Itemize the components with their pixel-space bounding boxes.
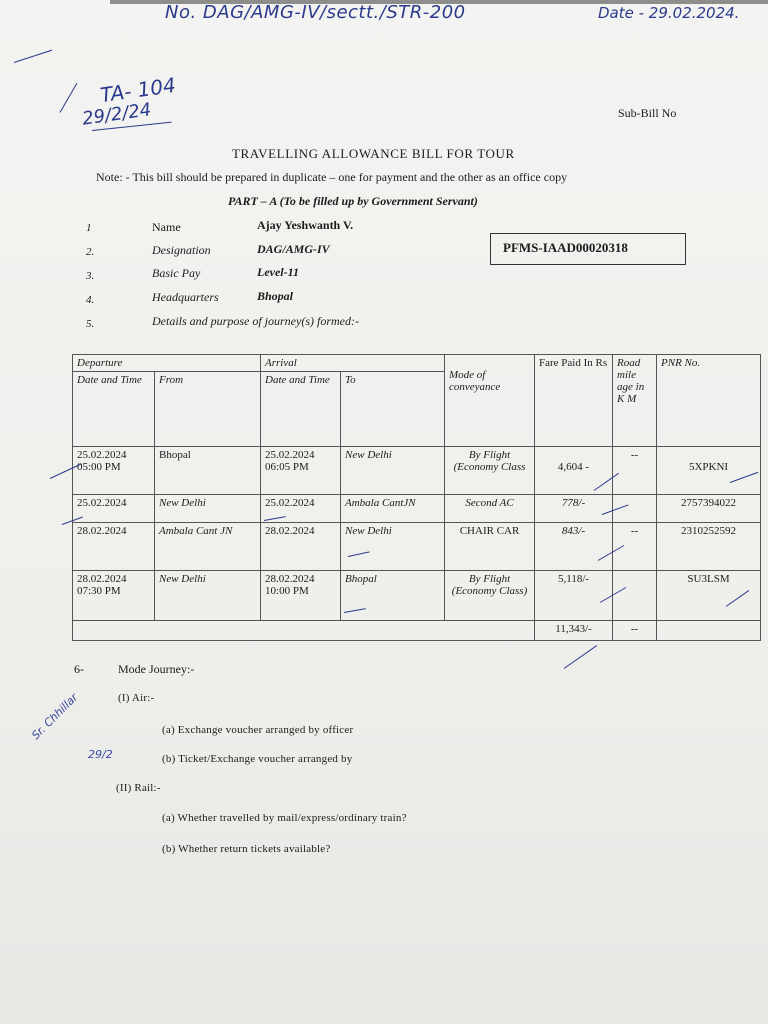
field-number: 1 bbox=[86, 222, 92, 234]
to-header: To bbox=[341, 372, 445, 447]
field-label-name: Name bbox=[152, 220, 181, 234]
pen-stroke bbox=[60, 83, 78, 113]
air-option-a: (a) Exchange voucher arranged by officer bbox=[162, 724, 354, 736]
fare-cell: 5,118/- bbox=[535, 571, 613, 621]
road-mileage-header: Road mile age in K M bbox=[613, 355, 657, 447]
table-row bbox=[73, 571, 761, 621]
dep-datetime-cell: 28.02.2024 07:30 PM bbox=[73, 571, 155, 621]
dep-datetime-cell: 25.02.2024 05:00 PM bbox=[73, 447, 155, 495]
pnr-header: PNR No. bbox=[657, 355, 761, 447]
field-value-basic-pay: Level-11 bbox=[257, 265, 299, 279]
field-number: 4. bbox=[86, 294, 95, 306]
field-number: 3. bbox=[86, 270, 95, 282]
mode-cell: By Flight (Economy Class) bbox=[445, 571, 535, 621]
field-label-headquarters: Headquarters bbox=[152, 290, 219, 304]
arr-datetime-cell: 28.02.2024 bbox=[261, 523, 341, 571]
dep-datetime-cell: 25.02.2024 bbox=[73, 495, 155, 523]
table-row bbox=[73, 447, 761, 495]
field-value-designation: DAG/AMG-IV bbox=[257, 242, 330, 256]
pnr-cell: 2310252592 bbox=[657, 523, 761, 571]
mode-cell: By Flight (Economy Class bbox=[445, 447, 535, 495]
handwritten-initials-date: 29/2 bbox=[88, 748, 113, 761]
field-label-designation: Designation bbox=[152, 243, 211, 257]
table-row bbox=[73, 523, 761, 571]
handwritten-ta-date: 29/2/24 bbox=[80, 99, 153, 130]
handwritten-reference-no: No. DAG/AMG-IV/sectt./STR-200 bbox=[165, 2, 466, 23]
departure-group-header: Departure bbox=[73, 355, 261, 372]
mode-cell: Second AC bbox=[445, 495, 535, 523]
section-6-number: 6- bbox=[74, 662, 84, 676]
dep-datetime-cell: 28.02.2024 bbox=[73, 523, 155, 571]
handwritten-initials: Sr. Chhillar bbox=[29, 690, 81, 743]
field-number: 2. bbox=[86, 246, 95, 258]
road-cell: -- bbox=[613, 523, 657, 571]
total-blank-cell bbox=[73, 621, 535, 641]
dep-datetime-header: Date and Time bbox=[73, 372, 155, 447]
mode-cell: CHAIR CAR bbox=[445, 523, 535, 571]
from-cell: Ambala Cant JN bbox=[155, 523, 261, 571]
pnr-cell: 2757394022 bbox=[657, 495, 761, 523]
air-heading: (I) Air:- bbox=[118, 692, 155, 704]
mode-header: Mode of conveyance bbox=[445, 355, 535, 447]
pfms-code-box: PFMS-IAAD00020318 bbox=[490, 233, 686, 265]
field-value-name: Ajay Yeshwanth V. bbox=[257, 218, 354, 232]
journey-table bbox=[72, 354, 761, 641]
rail-option-a: (a) Whether travelled by mail/express/ordinary train? bbox=[162, 812, 407, 824]
field-label-basic-pay: Basic Pay bbox=[152, 266, 201, 280]
pen-stroke bbox=[14, 50, 52, 63]
pnr-cell: 5XPKNI bbox=[657, 447, 761, 495]
field-number: 5. bbox=[86, 318, 95, 330]
sub-bill-label: Sub-Bill No bbox=[618, 106, 677, 120]
arr-datetime-cell: 25.02.2024 bbox=[261, 495, 341, 523]
arrival-group-header: Arrival bbox=[261, 355, 445, 372]
pnr-cell: SU3LSM bbox=[657, 571, 761, 621]
rail-option-b: (b) Whether return tickets available? bbox=[162, 843, 331, 855]
table-group-header bbox=[73, 355, 761, 372]
road-cell bbox=[613, 571, 657, 621]
handwritten-ta-number: TA- 104 bbox=[98, 72, 178, 108]
arr-datetime-header: Date and Time bbox=[261, 372, 341, 447]
table-row bbox=[73, 495, 761, 523]
total-fare-cell: 11,343/- bbox=[535, 621, 613, 641]
fare-cell: 778/- bbox=[535, 495, 613, 523]
bill-note: Note: - This bill should be prepared in duplicate – one for payment and the other as an office copy bbox=[96, 170, 568, 184]
rail-heading: (II) Rail:- bbox=[116, 782, 161, 794]
to-cell: Bhopal bbox=[341, 571, 445, 621]
to-cell: New Delhi bbox=[341, 447, 445, 495]
field-value-headquarters: Bhopal bbox=[257, 289, 294, 303]
arr-datetime-cell: 28.02.2024 10:00 PM bbox=[261, 571, 341, 621]
road-cell: -- bbox=[613, 447, 657, 495]
arr-datetime-cell: 25.02.2024 06:05 PM bbox=[261, 447, 341, 495]
total-road-cell: -- bbox=[613, 621, 657, 641]
fare-cell: 4,604 - bbox=[535, 447, 613, 495]
section-6-title: Mode Journey:- bbox=[118, 662, 195, 676]
from-cell: Bhopal bbox=[155, 447, 261, 495]
air-option-b: (b) Ticket/Exchange voucher arranged by bbox=[162, 753, 353, 765]
fare-cell: 843/- bbox=[535, 523, 613, 571]
field-label-journey-details: Details and purpose of journey(s) formed:- bbox=[152, 314, 359, 328]
from-cell: New Delhi bbox=[155, 571, 261, 621]
section-6 bbox=[74, 662, 195, 677]
handwritten-date: Date - 29.02.2024. bbox=[598, 4, 740, 22]
part-a-heading: PART – A (To be filled up by Government Servant) bbox=[228, 194, 478, 208]
to-cell: Ambala CantJN bbox=[341, 495, 445, 523]
table-total-row bbox=[73, 621, 761, 641]
to-cell: New Delhi bbox=[341, 523, 445, 571]
from-header: From bbox=[155, 372, 261, 447]
from-cell: New Delhi bbox=[155, 495, 261, 523]
fare-header: Fare Paid In Rs bbox=[535, 355, 613, 447]
total-pnr-cell bbox=[657, 621, 761, 641]
check-mark bbox=[564, 645, 597, 669]
bill-title: TRAVELLING ALLOWANCE BILL FOR TOUR bbox=[232, 146, 515, 161]
